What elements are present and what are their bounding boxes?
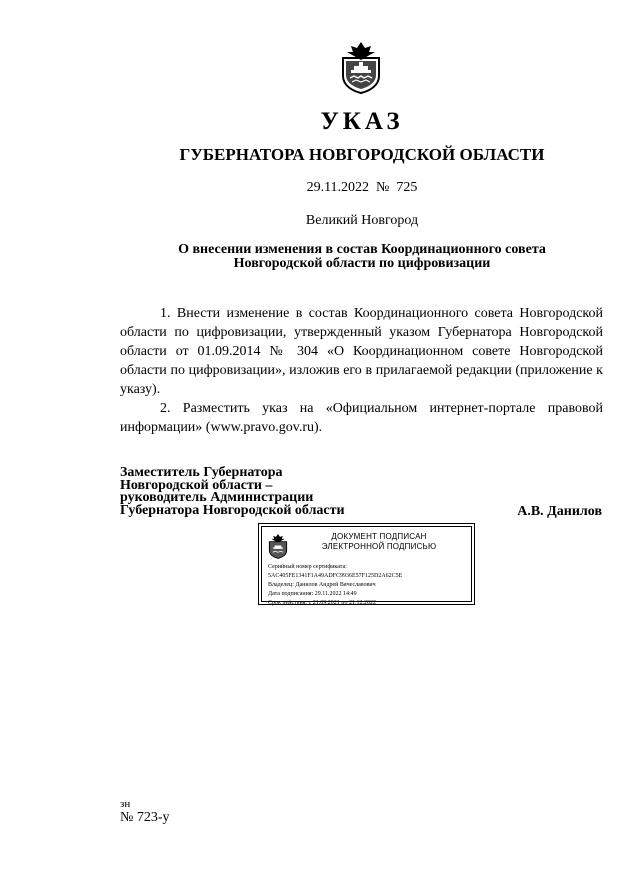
stamp-heading-line: ДОКУМЕНТ ПОДПИСАН: [331, 532, 427, 541]
signer-position-line: Новгородской области –: [120, 477, 273, 493]
stamp-detail-line: Владелец: Данилов Андрей Вячеславович: [268, 582, 376, 588]
signer-name: А.В. Данилов: [517, 504, 602, 519]
stamp-detail-line: Серийный номер сертификата:: [268, 564, 347, 570]
signer-position: [120, 467, 345, 517]
footer-number: № 723-у: [120, 810, 170, 825]
paragraph: 2. Разместить указ на «Официальном интернет-портале правовой информации» (www.pravo.gov.ru).: [120, 401, 603, 435]
document-date-number: 29.11.2022 № 725: [306, 180, 418, 195]
electronic-signature-stamp: [258, 523, 475, 605]
document-body: [120, 304, 603, 437]
stamp-coat-of-arms-icon: [267, 532, 289, 560]
document-city: Великий Новгород: [305, 213, 419, 228]
stamp-heading: [294, 532, 464, 552]
document-heading: [0, 243, 640, 271]
coat-of-arms-icon: [338, 40, 384, 94]
footer-initials: зн: [120, 798, 131, 810]
stamp-frame: [261, 526, 472, 606]
signer-position-line: Заместитель Губернатора: [120, 465, 283, 480]
stamp-details: [268, 563, 402, 608]
stamp-detail-line: Дата подписания: 29.11.2022 14:49: [268, 591, 357, 597]
signer-position-line: Губернатора Новгородской области: [120, 502, 345, 518]
document-footer: [120, 797, 170, 825]
document-title: УКАЗ: [320, 108, 404, 135]
stamp-heading-line: ЭЛЕКТРОННОЙ ПОДПИСЬЮ: [321, 542, 437, 551]
stamp-detail-line: Срок действия: с 21.09.2021 по 21.12.2022: [268, 600, 376, 606]
stamp-detail-line: 5AC405FE1341F1A49ADFC9936E57F125D2A62C5E: [268, 573, 403, 579]
document-issuer: ГУБЕРНАТОРА НОВГОРОДСКОЙ ОБЛАСТИ: [179, 145, 545, 164]
signer-position-line: руководитель Администрации: [120, 490, 314, 505]
heading-line: О внесении изменения в состав Координационного совета: [178, 242, 546, 257]
paragraph: 1. Внести изменение в состав Координационного совета Новгородской области по цифровизации, утвержденный указом Губернатора Новгородской области от 01.09.2014 № 304 «О Координационном совете Новгородской области по цифровизации», изложив его в прилагаемой редакции (приложение к указу).: [120, 306, 603, 397]
heading-line: Новгородской области по цифровизации: [233, 256, 491, 271]
